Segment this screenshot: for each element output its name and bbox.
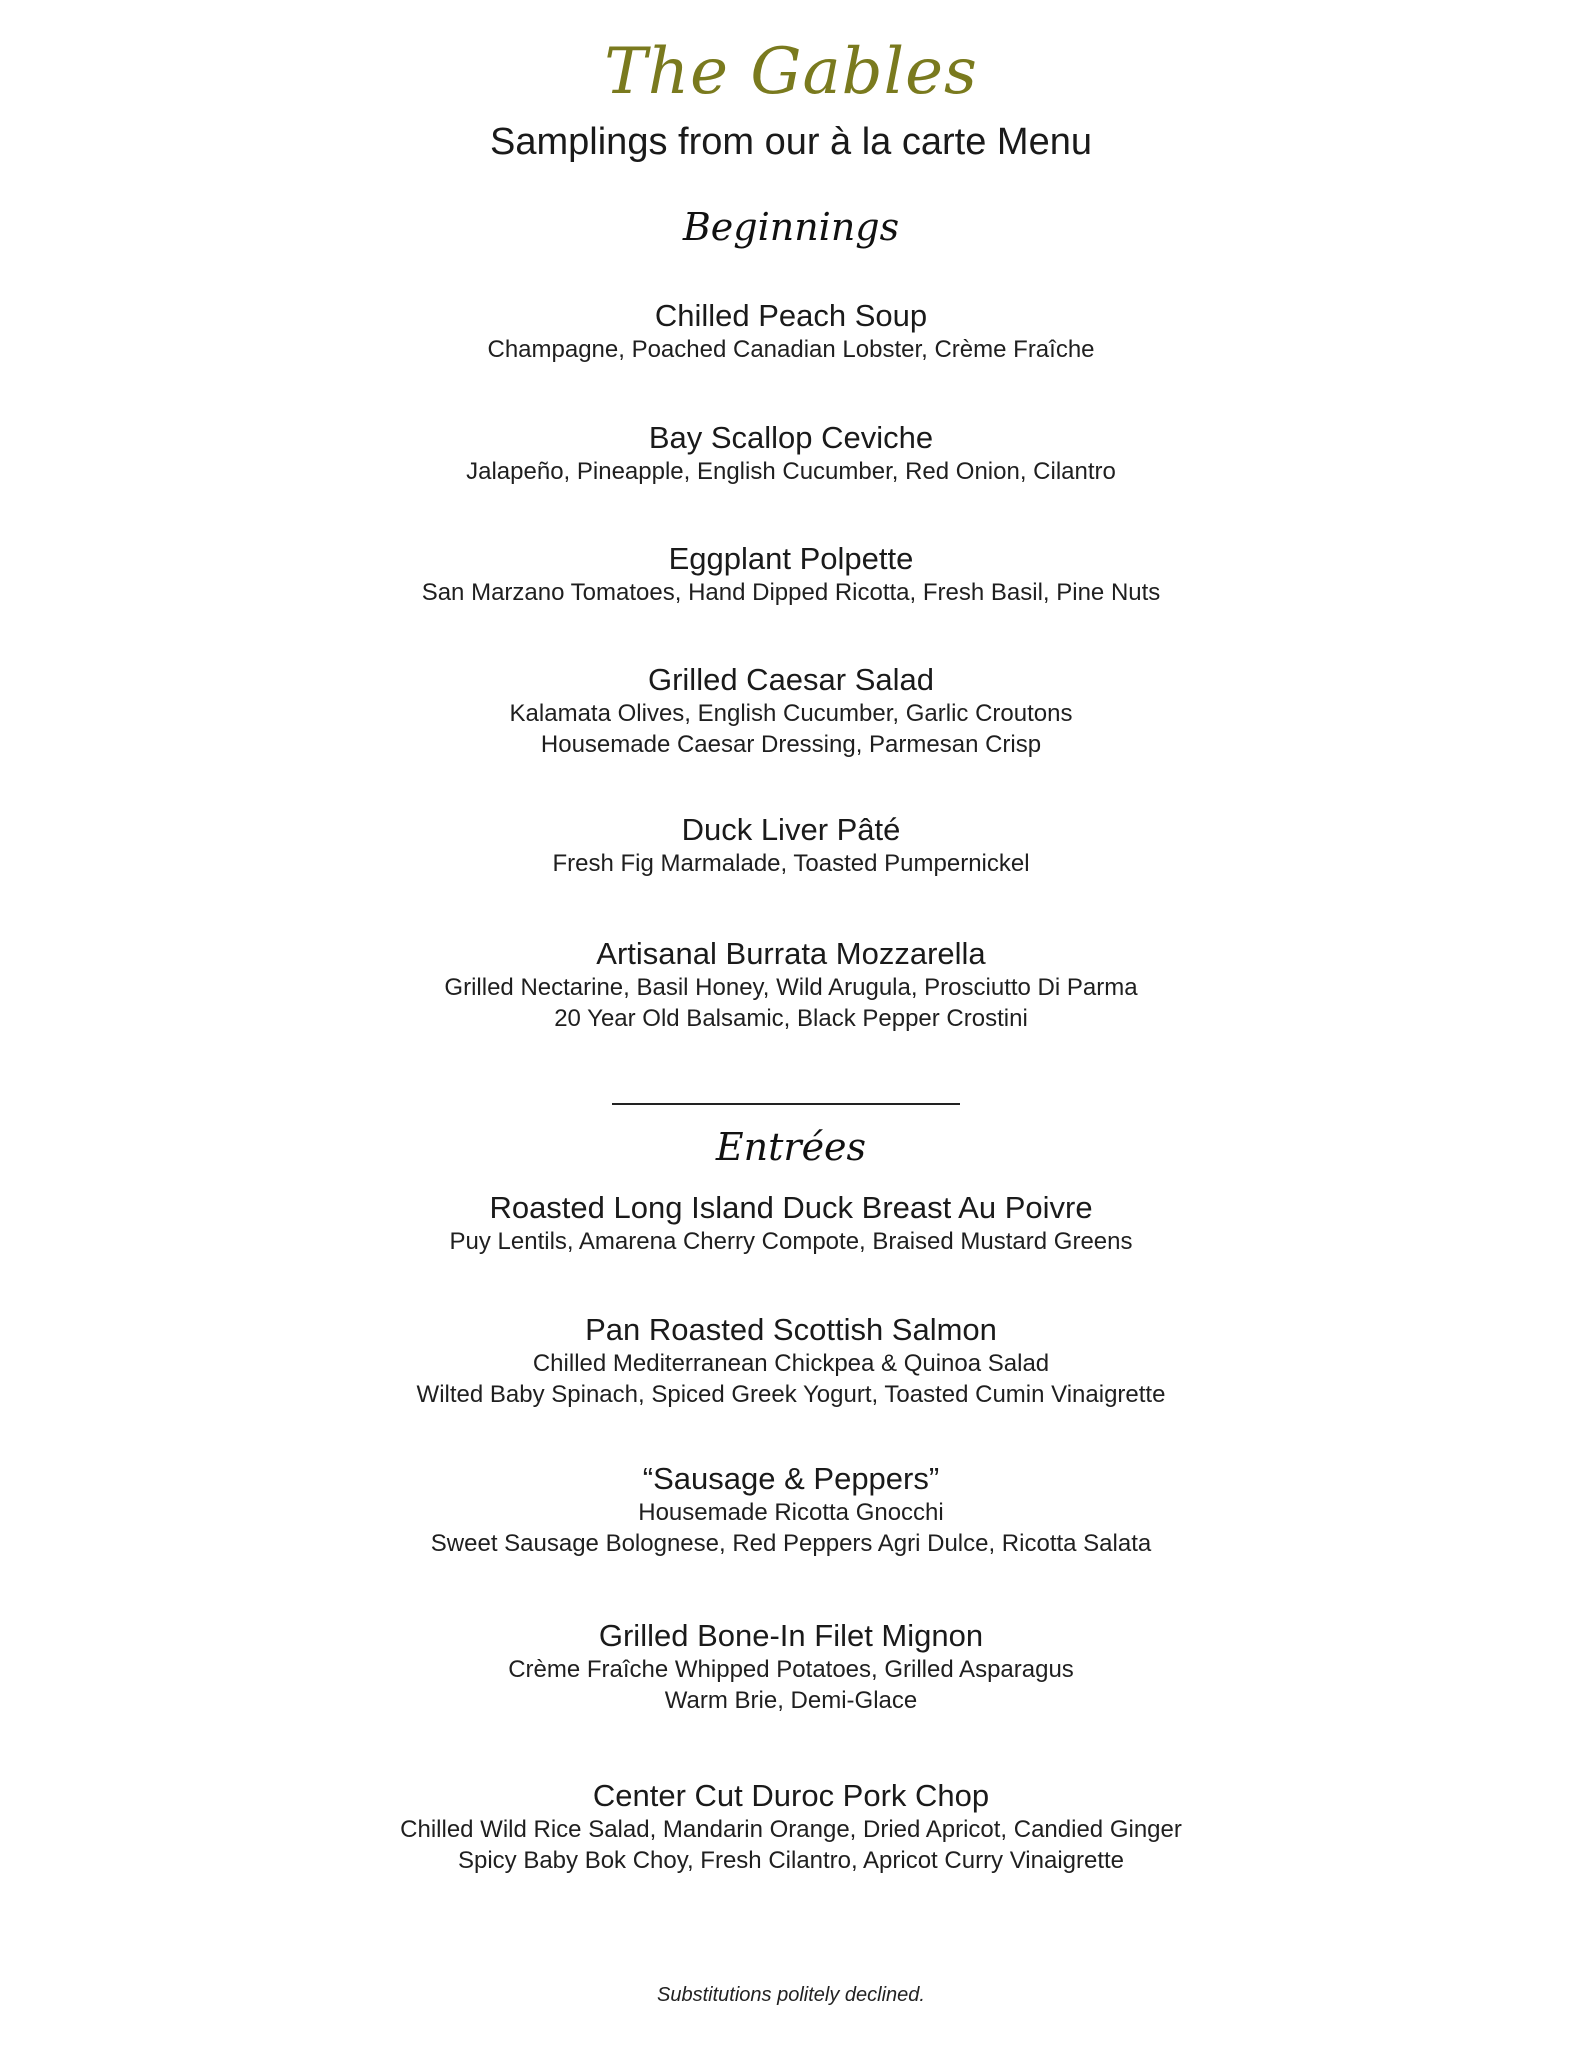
footer-note: Substitutions politely declined. <box>657 1984 925 2006</box>
menu-item-description: Kalamata Olives, English Cucumber, Garlic Croutons <box>509 700 1073 727</box>
menu-subtitle: Samplings from our à la carte Menu <box>490 121 1092 163</box>
menu-item-description: Fresh Fig Marmalade, Toasted Pumpernickel <box>552 850 1030 877</box>
menu-item-description: Sweet Sausage Bolognese, Red Peppers Agri Dulce, Ricotta Salata <box>430 1530 1152 1557</box>
menu-item-name: Artisanal Burrata Mozzarella <box>596 936 986 971</box>
restaurant-logo-title: The Gables <box>604 35 978 109</box>
menu-item-name: Center Cut Duroc Pork Chop <box>592 1778 990 1813</box>
menu-item <box>0 936 1582 1034</box>
menu-item-description: Housemade Caesar Dressing, Parmesan Crisp <box>540 731 1042 758</box>
menu-item-description: Wilted Baby Spinach, Spiced Greek Yogurt, Toasted Cumin Vinaigrette <box>416 1381 1166 1408</box>
menu-item <box>0 1190 1582 1257</box>
menu-item-description: San Marzano Tomatoes, Hand Dipped Ricotta, Fresh Basil, Pine Nuts <box>421 579 1161 606</box>
menu-item <box>0 420 1582 487</box>
menu-item-name: “Sausage & Peppers” <box>642 1461 940 1496</box>
menu-item <box>0 541 1582 608</box>
menu-item-description: Champagne, Poached Canadian Lobster, Crème Fraîche <box>487 336 1095 363</box>
menu-item-name: Bay Scallop Ceviche <box>648 420 934 455</box>
menu-item-description: 20 Year Old Balsamic, Black Pepper Crostini <box>554 1005 1028 1032</box>
menu-item-name: Duck Liver Pâté <box>681 812 901 847</box>
menu-item-description: Grilled Nectarine, Basil Honey, Wild Arugula, Prosciutto Di Parma <box>444 974 1138 1001</box>
section-heading-beginnings: Beginnings <box>682 205 900 249</box>
menu-item <box>0 812 1582 879</box>
menu-item-description: Chilled Mediterranean Chickpea & Quinoa Salad <box>532 1350 1050 1377</box>
menu-item-description: Housemade Ricotta Gnocchi <box>638 1499 944 1526</box>
menu-item <box>0 298 1582 365</box>
menu-item-name: Pan Roasted Scottish Salmon <box>585 1312 997 1347</box>
menu-item-description: Spicy Baby Bok Choy, Fresh Cilantro, Apricot Curry Vinaigrette <box>457 1847 1125 1874</box>
menu-item <box>0 1778 1582 1876</box>
menu-item-description: Chilled Wild Rice Salad, Mandarin Orange, Dried Apricot, Candied Ginger <box>400 1816 1182 1843</box>
menu-item-description: Jalapeño, Pineapple, English Cucumber, Red Onion, Cilantro <box>466 458 1116 485</box>
menu-item-name: Eggplant Polpette <box>668 541 914 576</box>
menu-item <box>0 1618 1582 1716</box>
menu-item <box>0 1312 1582 1410</box>
menu-item-description: Puy Lentils, Amarena Cherry Compote, Braised Mustard Greens <box>449 1228 1133 1255</box>
menu-item-name: Grilled Caesar Salad <box>647 662 935 697</box>
menu-item-name: Chilled Peach Soup <box>654 298 928 333</box>
menu-item <box>0 662 1582 760</box>
menu-item-description: Crème Fraîche Whipped Potatoes, Grilled Asparagus <box>508 1656 1074 1683</box>
menu-item-description: Warm Brie, Demi-Glace <box>664 1687 918 1714</box>
menu-item <box>0 1461 1582 1559</box>
menu-item-name: Roasted Long Island Duck Breast Au Poivre <box>489 1190 1093 1225</box>
section-heading-entrees: Entrées <box>715 1125 867 1169</box>
menu-item-name: Grilled Bone-In Filet Mignon <box>598 1618 984 1653</box>
section-divider <box>612 1103 960 1105</box>
